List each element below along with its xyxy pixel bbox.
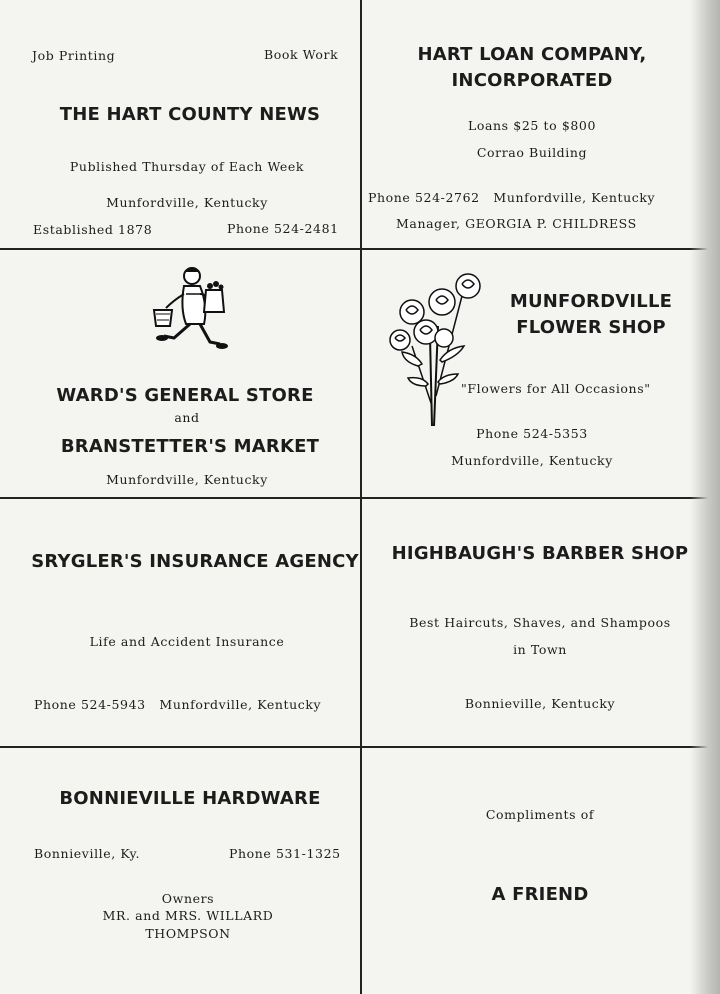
grocer-illustration-icon (140, 260, 240, 360)
corrao-building-text: Corrao Building (476, 145, 588, 160)
ad-highbaughs-barber-shop (362, 499, 720, 746)
hart-loan-title-line2: INCORPORATED (451, 70, 613, 91)
flower-shop-title-line1: MUNFORDVILLE (509, 291, 673, 312)
book-work-text: Book Work (264, 47, 339, 62)
barber-title: HIGHBAUGH'S BARBER SHOP (391, 543, 689, 564)
srygler-title: SRYGLER'S INSURANCE AGENCY (31, 551, 359, 572)
srygler-phone-text: Phone 524-5943 Munfordville, Kentucky (34, 697, 322, 712)
barber-services-text: Best Haircuts, Shaves, and Shampoos (409, 615, 671, 630)
and-text: and (174, 410, 200, 425)
owners-name-line2: THOMPSON (145, 926, 231, 941)
ad-wards-general-store (0, 250, 360, 497)
wards-title: WARD'S GENERAL STORE (56, 385, 314, 406)
flower-location-text: Munfordville, Kentucky (451, 453, 613, 468)
owners-label-text: Owners (161, 891, 215, 906)
wards-location-text: Munfordville, Kentucky (106, 472, 268, 487)
barber-in-town-text: in Town (513, 642, 567, 657)
owners-name-line1: MR. and MRS. WILLARD (102, 908, 274, 923)
hardware-title: BONNIEVILLE HARDWARE (59, 788, 321, 809)
ad-a-friend (362, 748, 720, 994)
news-location-text: Munfordville, Kentucky (106, 195, 268, 210)
page-edge-shadow (690, 0, 720, 994)
flower-shop-title-line2: FLOWER SHOP (516, 317, 666, 338)
hardware-phone-text: Phone 531-1325 (229, 846, 341, 861)
hart-loan-phone-text: Phone 524-2762 Munfordville, Kentucky (368, 190, 656, 205)
branstetters-title: BRANSTETTER'S MARKET (60, 436, 320, 457)
manager-text: Manager, GEORGIA P. CHILDRESS (396, 216, 637, 231)
ad-munfordville-flower-shop (362, 250, 720, 497)
hardware-location-text: Bonnieville, Ky. (34, 846, 141, 861)
loans-text: Loans $25 to $800 (467, 118, 597, 133)
hart-loan-title-line1: HART LOAN COMPANY, (417, 44, 647, 65)
a-friend-title: A FRIEND (491, 884, 589, 905)
ad-hart-loan-company (362, 0, 720, 248)
published-text: Published Thursday of Each Week (69, 159, 305, 174)
established-text: Established 1878 (33, 222, 153, 237)
job-printing-text: Job Printing (32, 48, 116, 63)
flower-slogan-text: "Flowers for All Occasions" (461, 381, 651, 396)
ad-bonnieville-hardware (0, 748, 360, 994)
ad-hart-county-news (0, 0, 360, 248)
compliments-text: Compliments of (485, 807, 595, 822)
hart-county-news-title: THE HART COUNTY NEWS (59, 104, 321, 125)
barber-location-text: Bonnieville, Kentucky (464, 696, 616, 711)
flower-phone-text: Phone 524-5353 (476, 426, 588, 441)
ad-sryglers-insurance (0, 499, 360, 746)
rose-bouquet-icon (382, 266, 492, 431)
insurance-type-text: Life and Accident Insurance (89, 634, 285, 649)
news-phone-text: Phone 524-2481 (227, 221, 339, 236)
